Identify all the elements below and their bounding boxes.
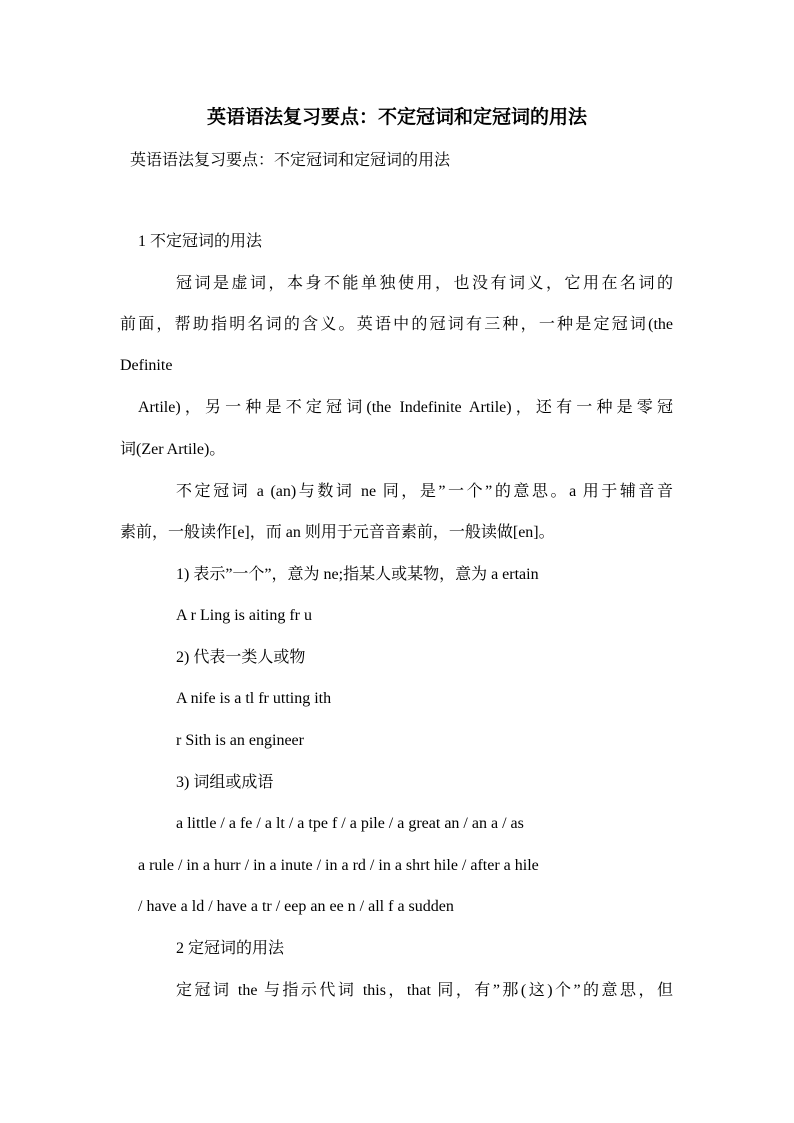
- paragraph-line: 词(Zer Artile)。: [120, 441, 226, 458]
- paragraph-line: 不定冠词 a (an)与数词 ne 同，是”一个”的意思。a 用于辅音音: [176, 483, 673, 500]
- list-item-heading: 2) 代表一类人或物: [176, 649, 306, 666]
- phrase-list-line: a rule / in a hurr / in a inute / in a rd / in a shrt hile / after a hile: [138, 857, 539, 874]
- list-item-heading: 3) 词组或成语: [176, 774, 274, 791]
- section-heading-definite-article: 2 定冠词的用法: [176, 940, 285, 957]
- paragraph-line: 前面，帮助指明名词的含义。英语中的冠词有三种，一种是定冠词(the: [120, 316, 673, 333]
- phrase-list-line: a little / a fe / a lt / a tpe f / a pile / a great an / an a / as: [176, 815, 524, 832]
- example-sentence: A r Ling is aiting fr u: [176, 607, 312, 624]
- document-subtitle: 英语语法复习要点：不定冠词和定冠词的用法: [130, 150, 451, 169]
- phrase-list-line: / have a ld / have a tr / eep an ee n / all f a sudden: [138, 898, 454, 915]
- example-sentence: A nife is a tl fr utting ith: [176, 690, 332, 707]
- paragraph-line: Definite: [120, 357, 173, 374]
- paragraph-line: 素前，一般读作[e]，而 an 则用于元音音素前，一般读做[en]。: [120, 524, 555, 541]
- paragraph-line: 定冠词 the 与指示代词 this，that 同，有”那(这)个”的意思，但: [176, 982, 673, 999]
- section-heading-indefinite-article: 1 不定冠词的用法: [138, 233, 263, 250]
- list-item-heading: 1) 表示”一个”，意为 ne;指某人或某物，意为 a ertain: [176, 566, 539, 583]
- paragraph-line: 冠词是虚词，本身不能单独使用，也没有词义，它用在名词的: [176, 275, 673, 292]
- example-sentence: r Sith is an engineer: [176, 732, 304, 749]
- paragraph-line: Artile)，另一种是不定冠词(the Indefinite Artile)，还有一种是零冠: [138, 399, 673, 416]
- document-title: 英语语法复习要点：不定冠词和定冠词的用法: [206, 107, 587, 128]
